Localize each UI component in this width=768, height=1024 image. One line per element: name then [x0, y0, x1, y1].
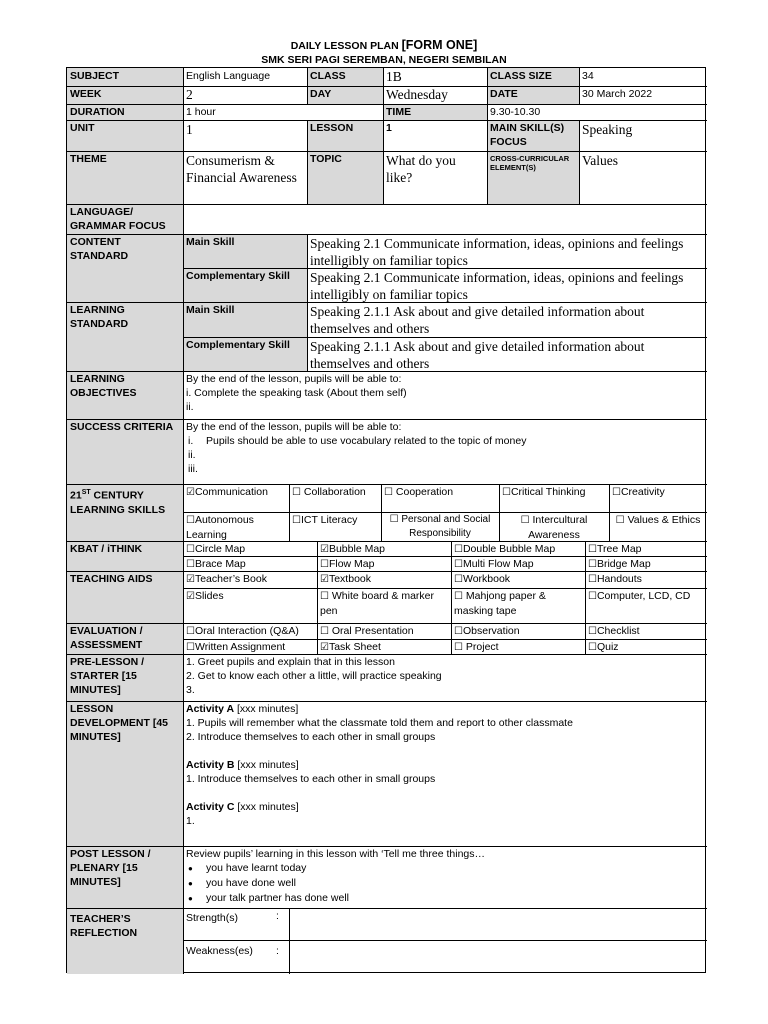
- checked-box-icon[interactable]: ☑: [320, 574, 329, 585]
- checkbox-icon[interactable]: ☐: [454, 642, 463, 653]
- success-item: iii.: [188, 463, 198, 475]
- aid-handouts[interactable]: ☐Handouts: [588, 573, 642, 585]
- learning-main-skill-label: Main Skill: [183, 302, 307, 337]
- reflection-label: TEACHER’S REFLECTION: [67, 908, 183, 974]
- kbat-circle-map[interactable]: ☐Circle Map: [186, 543, 246, 555]
- checkbox-icon[interactable]: ☐: [186, 515, 195, 526]
- aid-computer-lcd-cd[interactable]: ☐Computer, LCD, CD: [588, 590, 691, 602]
- success-intro: By the end of the lesson, pupils will be able to:: [186, 421, 402, 433]
- weakness-field[interactable]: [289, 940, 707, 974]
- checked-box-icon[interactable]: ☑: [186, 487, 195, 498]
- checkbox-icon[interactable]: ☐: [588, 544, 597, 555]
- learning-standard-label: LEARNING STANDARD: [67, 302, 183, 371]
- aid-mahjong-paper[interactable]: ☐ Mahjong paper & masking tape: [454, 590, 546, 617]
- subject-value: English Language: [186, 70, 271, 82]
- checkbox-icon[interactable]: ☐: [292, 515, 301, 526]
- main-skill-focus-label: MAIN SKILL(S) FOCUS: [487, 120, 579, 151]
- eval-quiz[interactable]: ☐Quiz: [588, 641, 619, 653]
- eval-project[interactable]: ☐ Project: [454, 641, 499, 653]
- checkbox-icon[interactable]: ☐: [588, 626, 597, 637]
- post-lesson-item: ● your talk partner has done well: [188, 892, 349, 904]
- checkbox-icon[interactable]: ☐: [454, 559, 463, 570]
- topic-label: TOPIC: [307, 151, 383, 204]
- duration-value: 1 hour: [186, 106, 216, 118]
- checkbox-icon[interactable]: ☐: [588, 574, 597, 585]
- post-lesson-content: [183, 846, 707, 908]
- century-skills-label: 21ST CENTURY LEARNING SKILLS: [67, 484, 183, 541]
- success-item: i. Pupils should be able to use vocabulary related to the topic of money: [188, 435, 527, 447]
- pre-lesson-step: 3.: [186, 684, 195, 696]
- skill-cooperation[interactable]: ☐ Cooperation: [384, 486, 454, 498]
- activity-a-heading: Activity A [xxx minutes]: [186, 703, 299, 715]
- eval-written-assignment[interactable]: ☐Written Assignment: [186, 641, 286, 653]
- language-focus-label: LANGUAGE/ GRAMMAR FOCUS: [67, 204, 183, 234]
- eval-task-sheet[interactable]: ☑Task Sheet: [320, 641, 381, 653]
- success-item: ii.: [188, 449, 196, 461]
- objective-line: By the end of the lesson, pupils will be able to:: [186, 373, 402, 385]
- lesson-value: 1: [386, 122, 392, 134]
- skill-communication[interactable]: ☑Communication: [186, 486, 268, 498]
- kbat-flow-map[interactable]: ☐Flow Map: [320, 558, 375, 570]
- checkbox-icon[interactable]: ☐: [186, 642, 195, 653]
- activity-c-heading: Activity C [xxx minutes]: [186, 801, 299, 813]
- lesson-label: LESSON: [307, 120, 383, 151]
- objective-line: i. Complete the speaking task (About them self): [186, 387, 407, 399]
- skill-personal-social[interactable]: ☐ Personal and Social Responsibility: [389, 514, 491, 539]
- time-value: 9.30-10.30: [490, 106, 541, 118]
- cross-curricular-label: CROSS-CURRICULAR ELEMENT(S): [487, 151, 579, 204]
- eval-observation[interactable]: ☐Observation: [454, 625, 520, 637]
- time-label: TIME: [383, 104, 487, 120]
- teaching-aids-label: TEACHING AIDS: [67, 571, 183, 623]
- checked-box-icon[interactable]: ☑: [186, 574, 195, 585]
- post-lesson-item: ● you have done well: [188, 877, 296, 889]
- objective-line: ii.: [186, 401, 194, 413]
- topic-value: What do you like?: [386, 153, 456, 185]
- theme-value: Consumerism & Financial Awareness: [186, 153, 297, 185]
- theme-label: THEME: [67, 151, 183, 204]
- checkbox-icon[interactable]: ☐: [186, 559, 195, 570]
- content-main-skill-label: Main Skill: [183, 234, 307, 268]
- success-criteria-label: SUCCESS CRITERIA: [67, 419, 183, 484]
- main-skill-focus-value: Speaking: [582, 122, 633, 137]
- eval-oral-presentation[interactable]: ☐ Oral Presentation: [320, 625, 414, 637]
- school-name: SMK SERI PAGI SEREMBAN, NEGERI SEMBILAN: [261, 54, 507, 66]
- eval-checklist[interactable]: ☐Checklist: [588, 625, 640, 637]
- checkbox-icon[interactable]: ☐: [520, 515, 530, 526]
- date-value: 30 March 2022: [582, 88, 653, 100]
- learning-comp-skill-value: Speaking 2.1.1 Ask about and give detailed information about themselves and others: [310, 339, 645, 371]
- skill-critical-thinking[interactable]: ☐Critical Thinking: [502, 486, 586, 498]
- checked-box-icon[interactable]: ☑: [186, 591, 195, 602]
- class-value: 1B: [386, 69, 402, 84]
- checkbox-icon[interactable]: ☐: [588, 559, 597, 570]
- language-focus-value: [183, 204, 707, 234]
- checkbox-icon[interactable]: ☐: [502, 487, 511, 498]
- checkbox-icon[interactable]: ☐: [320, 626, 329, 637]
- checkbox-icon[interactable]: ☐: [588, 642, 597, 653]
- duration-label: DURATION: [67, 104, 183, 120]
- pre-lesson-step: 2. Get to know each other a little, will practice speaking: [186, 670, 442, 682]
- kbat-multi-flow-map[interactable]: ☐Multi Flow Map: [454, 558, 534, 570]
- checkbox-icon[interactable]: ☐: [588, 591, 597, 602]
- week-label: WEEK: [67, 86, 183, 104]
- aid-slides[interactable]: ☑Slides: [186, 590, 224, 602]
- day-value: Wednesday: [386, 87, 448, 102]
- success-criteria-list: [183, 419, 707, 484]
- content-standard-label: CONTENT STANDARD: [67, 234, 183, 302]
- activity-step: 1.: [186, 815, 195, 827]
- checked-box-icon[interactable]: ☑: [320, 642, 329, 653]
- eval-oral-interaction[interactable]: ☐Oral Interaction (Q&A): [186, 625, 299, 637]
- aid-whiteboard[interactable]: ☐ White board & marker pen: [320, 590, 435, 617]
- checked-box-icon[interactable]: ☑: [320, 544, 329, 555]
- strength-field[interactable]: [289, 908, 707, 940]
- aid-textbook[interactable]: ☑Textbook: [320, 573, 371, 585]
- cross-curricular-value: Values: [582, 153, 618, 168]
- aid-teachers-book[interactable]: ☑Teacher’s Book: [186, 573, 267, 585]
- checkbox-icon[interactable]: ☐: [615, 515, 625, 526]
- checkbox-icon[interactable]: ☐: [454, 591, 463, 602]
- post-lesson-intro: Review pupils’ learning in this lesson with ‘Tell me three things…: [186, 848, 485, 860]
- unit-label: UNIT: [67, 120, 183, 151]
- activity-step: 1. Pupils will remember what the classmate told them and report to other classmate: [186, 717, 573, 729]
- lesson-development-label: LESSON DEVELOPMENT [45 MINUTES]: [67, 701, 183, 846]
- checkbox-icon[interactable]: ☐: [320, 559, 329, 570]
- learning-comp-skill-label: Complementary Skill: [183, 337, 307, 371]
- activity-step: 2. Introduce themselves to each other in small groups: [186, 731, 436, 743]
- form-title: DAILY LESSON PLAN [FORM ONE]: [290, 38, 478, 52]
- checkbox-icon[interactable]: ☐: [454, 574, 463, 585]
- lesson-development-activities: [183, 701, 707, 846]
- skill-intercultural[interactable]: ☐ Intercultural Awareness: [520, 514, 588, 541]
- activity-b-heading: Activity B [xxx minutes]: [186, 759, 299, 771]
- kbat-brace-map[interactable]: ☐Brace Map: [186, 558, 246, 570]
- pre-lesson-steps: [183, 654, 707, 701]
- post-lesson-item: ● you have learnt today: [188, 862, 307, 874]
- week-value: 2: [186, 87, 193, 102]
- checkbox-icon[interactable]: ☐: [292, 487, 301, 498]
- weakness-label: Weakness(es) :: [186, 945, 279, 957]
- pre-lesson-step: 1. Greet pupils and explain that in this lesson: [186, 656, 395, 668]
- checkbox-icon[interactable]: ☐: [320, 591, 329, 602]
- kbat-tree-map[interactable]: ☐Tree Map: [588, 543, 642, 555]
- learning-main-skill-value: Speaking 2.1.1 Ask about and give detailed information about themselves and others: [310, 304, 645, 336]
- aid-workbook[interactable]: ☐Workbook: [454, 573, 511, 585]
- activity-step: 1. Introduce themselves to each other in small groups: [186, 773, 436, 785]
- skill-ict-literacy[interactable]: ☐ICT Literacy: [292, 514, 358, 526]
- post-lesson-label: POST LESSON / PLENARY [15 MINUTES]: [67, 846, 183, 908]
- evaluation-label: EVALUATION / ASSESSMENT: [67, 623, 183, 654]
- checkbox-icon[interactable]: ☐: [454, 544, 463, 555]
- checkbox-icon[interactable]: ☐: [186, 626, 195, 637]
- bullet-icon: ●: [188, 879, 193, 888]
- skill-creativity[interactable]: ☐Creativity: [612, 486, 665, 498]
- objectives-label: LEARNING OBJECTIVES: [67, 371, 183, 419]
- lesson-plan-table: [66, 67, 706, 973]
- content-comp-skill-label: Complementary Skill: [183, 268, 307, 302]
- bullet-icon: ●: [188, 864, 193, 873]
- strength-label: Strength(s) :: [186, 910, 279, 924]
- pre-lesson-label: PRE-LESSON / STARTER [15 MINUTES]: [67, 654, 183, 701]
- class-size-value: 34: [582, 70, 594, 82]
- bullet-icon: ●: [188, 894, 193, 903]
- checkbox-icon[interactable]: ☐: [612, 487, 621, 498]
- kbat-bubble-map[interactable]: ☑Bubble Map: [320, 543, 386, 555]
- checkbox-icon[interactable]: ☐: [454, 626, 463, 637]
- subject-label: SUBJECT: [67, 68, 183, 86]
- skill-autonomous-learning[interactable]: ☐Autonomous Learning: [186, 514, 254, 541]
- date-label: DATE: [487, 86, 579, 104]
- content-comp-skill-value: Speaking 2.1 Communicate information, ideas, opinions and feelings intelligibly on familiar topics: [310, 270, 684, 302]
- objectives-list: [183, 371, 707, 419]
- class-label: CLASS: [307, 68, 383, 86]
- checkbox-icon[interactable]: ☐: [384, 487, 393, 498]
- kbat-double-bubble-map[interactable]: ☐Double Bubble Map: [454, 543, 556, 555]
- checkbox-icon[interactable]: ☐: [186, 544, 195, 555]
- class-size-label: CLASS SIZE: [487, 68, 579, 86]
- day-label: DAY: [307, 86, 383, 104]
- skill-collaboration[interactable]: ☐ Collaboration: [292, 486, 366, 498]
- kbat-bridge-map[interactable]: ☐Bridge Map: [588, 558, 651, 570]
- kbat-label: KBAT / iTHINK: [67, 541, 183, 571]
- unit-value: 1: [186, 122, 193, 137]
- checkbox-icon[interactable]: ☐: [389, 514, 399, 525]
- skill-values-ethics[interactable]: ☐ Values & Ethics: [615, 514, 701, 526]
- content-main-skill-value: Speaking 2.1 Communicate information, ideas, opinions and feelings intelligibly on familiar topics: [310, 236, 684, 268]
